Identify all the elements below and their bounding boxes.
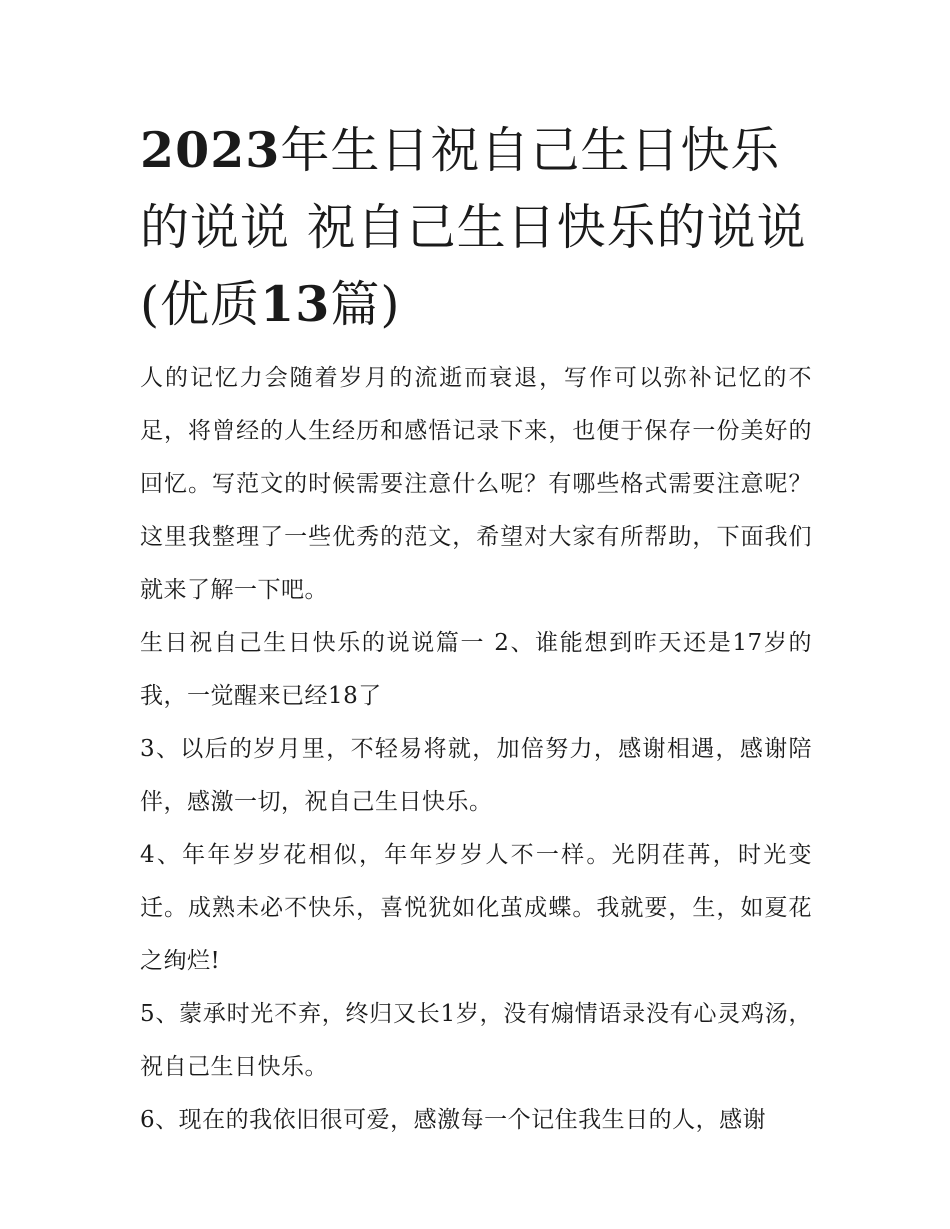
paragraph-item-6: 6、现在的我依旧很可爱，感激每一个记住我生日的人，感谢 bbox=[140, 1107, 767, 1133]
document-title bbox=[140, 112, 812, 343]
title-suffix: 篇) bbox=[330, 276, 401, 333]
document-page bbox=[140, 112, 812, 1147]
title-text: 年生日祝自己生日快乐的说说 祝自己生日快乐的说说(优质 bbox=[140, 122, 807, 333]
paragraph-item-3: 3、以后的岁月里，不轻易将就，加倍努力，感谢相遇，感谢陪伴，感激一切，祝自己生日快乐。 bbox=[140, 736, 812, 815]
title-year: 2023 bbox=[140, 121, 281, 179]
title-count: 13 bbox=[260, 275, 331, 333]
paragraph-item-2: 生日祝自己生日快乐的说说篇一 2、谁能想到昨天还是17岁的我，一觉醒来已经18了 bbox=[140, 630, 812, 709]
intro-paragraph: 人的记忆力会随着岁月的流逝而衰退，写作可以弥补记忆的不足，将曾经的人生经历和感悟记录下来，也便于保存一份美好的回忆。写范文的时候需要注意什么呢？有哪些格式需要注意呢？这里我整理了一些优秀的范文，希望对大家有所帮助，下面我们就来了解一下吧。 bbox=[140, 365, 812, 603]
paragraph-item-4: 4、年年岁岁花相似，年年岁岁人不一样。光阴荏苒，时光变迁。成熟未必不快乐，喜悦犹如化茧成蝶。我就要，生，如夏花之绚烂! bbox=[140, 842, 812, 974]
paragraph-item-5: 5、蒙承时光不弃，终归又长1岁，没有煽情语录没有心灵鸡汤，祝自己生日快乐。 bbox=[140, 1001, 812, 1080]
